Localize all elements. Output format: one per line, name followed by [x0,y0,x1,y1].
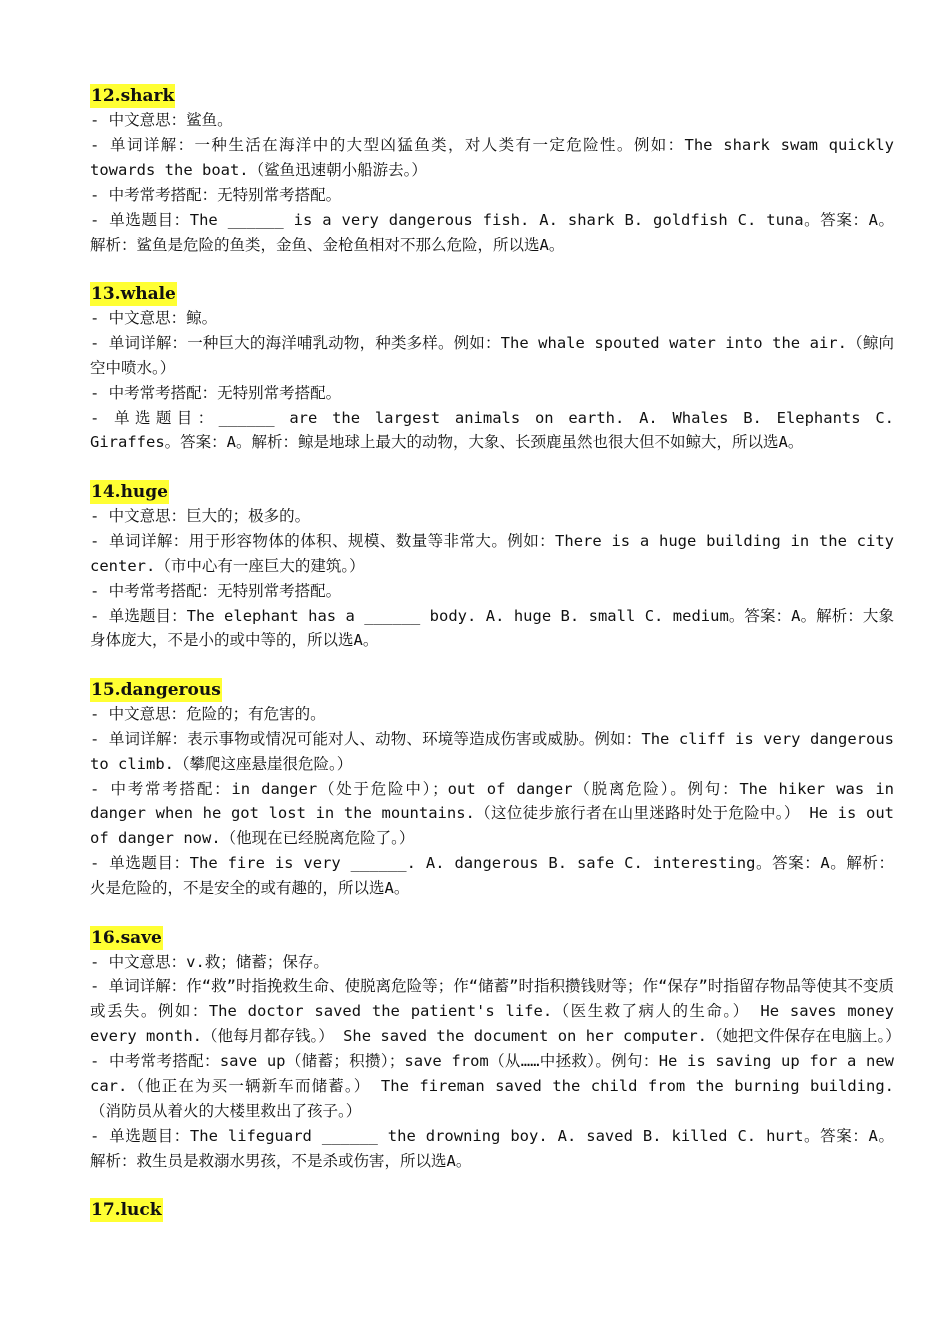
meaning-line: - 中文意思：巨大的；极多的。 [90,506,311,525]
explanation-line: - 单词详解：一种生活在海洋中的大型凶猛鱼类，对人类有一定危险性。例如：The shark swam quickly towards the boat.（鲨鱼迅速朝小船游去。） [90,135,894,179]
collocation-line: - 中考常考搭配：save up（储蓄；积攒）；save from（从……中拯救）。例句：He is saving up for a new car.（他正在为买一辆新车而储蓄。） The fireman saved the child from the burning building.（消防员从着火的大楼里救出了孩子。） [90,1052,894,1120]
entry-whale [90,282,894,455]
word-heading: 16.save [91,927,162,948]
collocation-line: - 中考常考搭配：无特别常考搭配。 [90,185,342,204]
collocation-line: - 中考常考搭配：无特别常考搭配。 [90,383,342,402]
collocation-line: - 中考常考搭配：in danger（处于危险中）；out of danger（脱离危险）。例句：The hiker was in danger when he got lost in the mountains.（这位徒步旅行者在山里迷路时处于危险中。） He is out of danger now.（他现在已经脱离危险了。） [90,779,894,848]
entry-dangerous [90,678,894,901]
collocation-line: - 中考常考搭配：无特别常考搭配。 [90,581,342,600]
entry-save [90,926,901,1174]
explanation-line: - 单词详解：表示事物或情况可能对人、动物、环境等造成伤害或威胁。例如：The cliff is very dangerous to climb.（攀爬这座悬崖很危险。） [90,729,894,773]
quiz-line: - 单选题目：The ______ is a very dangerous fish. A. shark B. goldfish C. tuna。答案：A。解析：鲨鱼是危险的鱼类，金鱼、金枪鱼相对不那么危险，所以选A。 [90,210,894,254]
word-heading: 17.luck [91,1200,162,1221]
quiz-line: - 单选题目：______ are the largest animals on earth. A. Whales B. Elephants C. Giraffes。答案：A。解析：鲸是地球上最大的动物，大象、长颈鹿虽然也很大但不如鲸大，所以选A。 [90,408,894,452]
explanation-line: - 单词详解：作“救”时指挽救生命、使脱离危险等；作“储蓄”时指积攒钱财等；作“保存”时指留存物品等使其不变质或丢失。例如：The doctor saved the patient's life.（医生救了病人的生命。） He saves money every month.（他每月都存钱。） She saved the document on her computer.（她把文件保存在电脑上。） [90,977,901,1046]
meaning-line: - 中文意思：鲸。 [90,308,218,327]
quiz-line: - 单选题目：The fire is very ______. A. dangerous B. safe C. interesting。答案：A。解析：火是危险的，不是安全的或有趣的，所以选A。 [90,854,894,898]
entry-luck [90,1198,894,1222]
entry-huge [90,480,894,653]
entry-shark [90,84,894,257]
quiz-line: - 单选题目：The lifeguard ______ the drowning boy. A. saved B. killed C. hurt。答案：A。解析：救生员是救溺水男孩，不是杀或伤害，所以选A。 [90,1126,894,1170]
word-heading: 12.shark [91,86,175,106]
word-heading: 15.dangerous [91,679,221,700]
meaning-line: - 中文意思：危险的；有危害的。 [90,704,326,723]
meaning-line: - 中文意思：v.救；储蓄；保存。 [90,952,329,971]
quiz-line: - 单选题目：The elephant has a ______ body. A. huge B. small C. medium。答案：A。解析：大象身体庞大，不是小的或中等的，所以选A。 [90,606,894,650]
word-heading: 13.whale [91,283,176,304]
word-heading: 14.huge [91,481,168,502]
explanation-line: - 单词详解：一种巨大的海洋哺乳动物，种类多样。例如：The whale spouted water into the air.（鲸向空中喷水。） [90,333,894,377]
meaning-line: - 中文意思：鲨鱼。 [90,111,233,129]
explanation-line: - 单词详解：用于形容物体的体积、规模、数量等非常大。例如：There is a huge building in the city center.（市中心有一座巨大的建筑。） [90,531,894,575]
